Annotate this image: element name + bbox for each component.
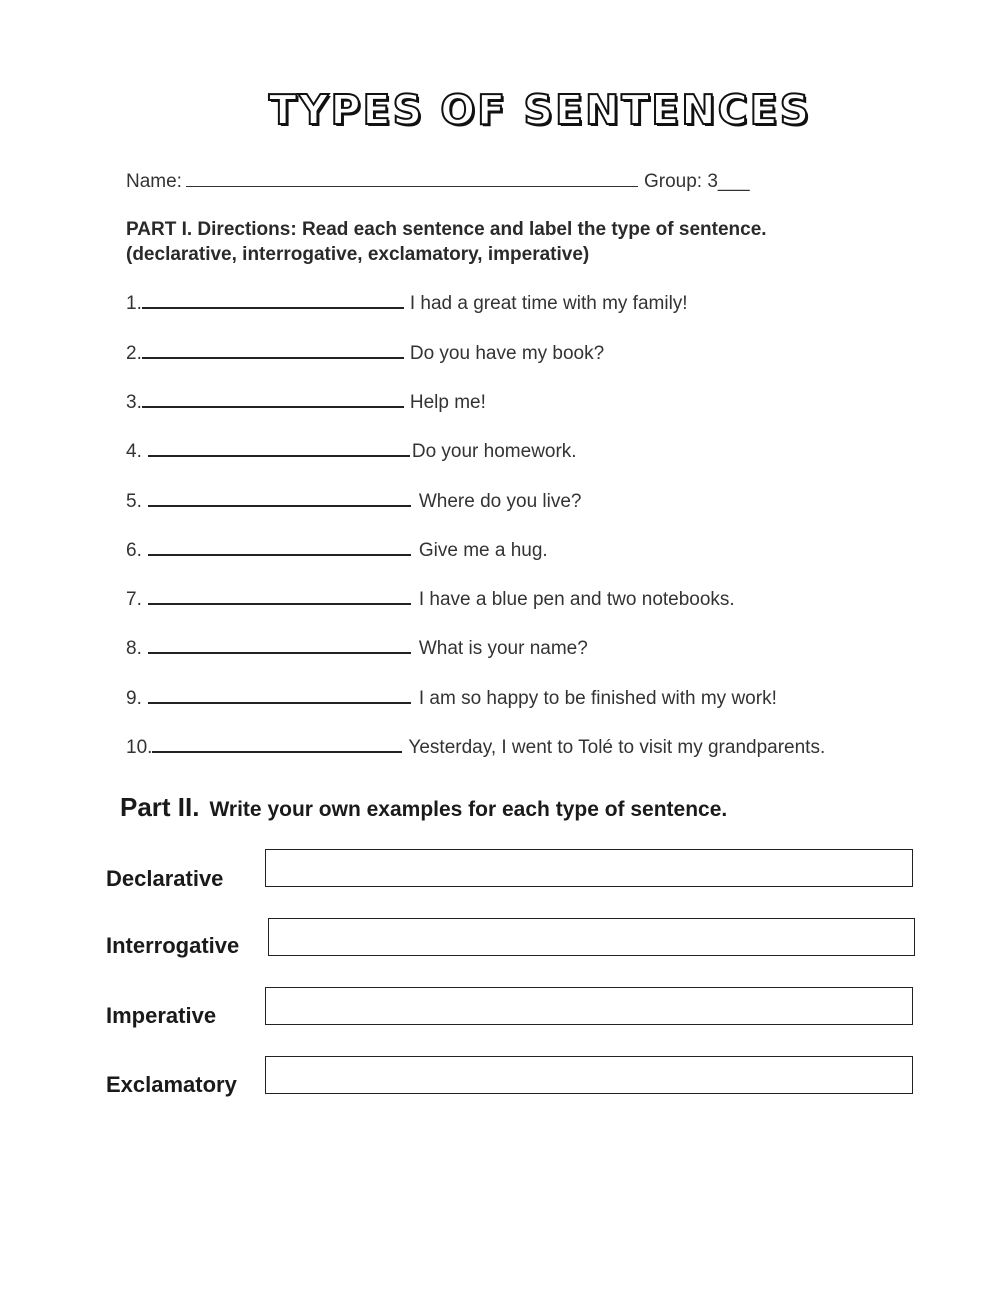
answer-blank[interactable]: [152, 733, 402, 753]
imperative-answer-box[interactable]: [265, 987, 913, 1025]
part2-heading: [120, 792, 727, 823]
name-row: [126, 168, 750, 193]
answer-blank[interactable]: [148, 536, 411, 556]
sentence-item-4: [126, 437, 577, 463]
item-number: 2.: [126, 343, 142, 364]
imperative-label: Imperative: [106, 1003, 217, 1028]
answer-blank[interactable]: [142, 339, 404, 359]
item-number: 8.: [126, 638, 142, 659]
item-number: 4.: [126, 441, 142, 462]
answer-blank[interactable]: [148, 585, 411, 605]
interrogative-label: Interrogative: [106, 933, 240, 958]
answer-blank[interactable]: [148, 684, 411, 704]
sentence-item-10: [126, 733, 825, 759]
sentence-item-8: [126, 634, 588, 660]
sentence-item-3: [126, 388, 486, 414]
part1-directions: [126, 217, 886, 267]
item-sentence: I had a great time with my family!: [409, 293, 688, 314]
item-sentence: Give me a hug.: [418, 540, 548, 561]
item-sentence: Do your homework.: [411, 441, 577, 462]
sentence-item-6: [126, 536, 548, 562]
item-sentence: Help me!: [409, 392, 486, 413]
declarative-answer-box[interactable]: [265, 849, 913, 887]
part2-label: Part II.: [120, 792, 200, 822]
item-sentence: I have a blue pen and two notebooks.: [418, 589, 735, 610]
answer-blank[interactable]: [148, 437, 410, 457]
sentence-item-5: [126, 487, 582, 513]
name-label: Name:: [126, 171, 182, 192]
sentence-item-1: [126, 289, 688, 315]
sentence-item-2: [126, 339, 604, 365]
answer-blank[interactable]: [142, 388, 404, 408]
item-number: 5.: [126, 491, 142, 512]
sentence-item-9: [126, 684, 777, 710]
item-number: 1.: [126, 293, 142, 314]
part2-instruction: Write your own examples for each type of sentence.: [209, 798, 728, 821]
item-sentence: Where do you live?: [418, 491, 582, 512]
answer-blank[interactable]: [148, 634, 411, 654]
group-label: Group: 3___: [643, 171, 750, 192]
interrogative-answer-box[interactable]: [268, 918, 915, 956]
directions-line-2: (declarative, interrogative, exclamatory, imperative): [126, 244, 590, 265]
item-sentence: What is your name?: [418, 638, 588, 659]
answer-blank[interactable]: [142, 289, 404, 309]
worksheet-title: TYPES OF SENTENCES: [268, 86, 812, 134]
item-sentence: I am so happy to be finished with my work!: [418, 688, 777, 709]
item-sentence: Yesterday, I went to Tolé to visit my grandparents.: [408, 737, 826, 758]
exclamatory-answer-box[interactable]: [265, 1056, 913, 1094]
item-sentence: Do you have my book?: [409, 343, 605, 364]
name-field[interactable]: [186, 168, 638, 187]
item-number: 10.: [126, 737, 153, 758]
item-number: 7.: [126, 589, 142, 610]
item-number: 3.: [126, 392, 142, 413]
sentence-item-7: [126, 585, 735, 611]
declarative-label: Declarative: [106, 866, 224, 891]
exclamatory-label: Exclamatory: [106, 1072, 237, 1097]
item-number: 9.: [126, 688, 142, 709]
directions-line-1: PART I. Directions: Read each sentence and label the type of sentence.: [126, 219, 767, 240]
item-number: 6.: [126, 540, 142, 561]
answer-blank[interactable]: [148, 487, 411, 507]
